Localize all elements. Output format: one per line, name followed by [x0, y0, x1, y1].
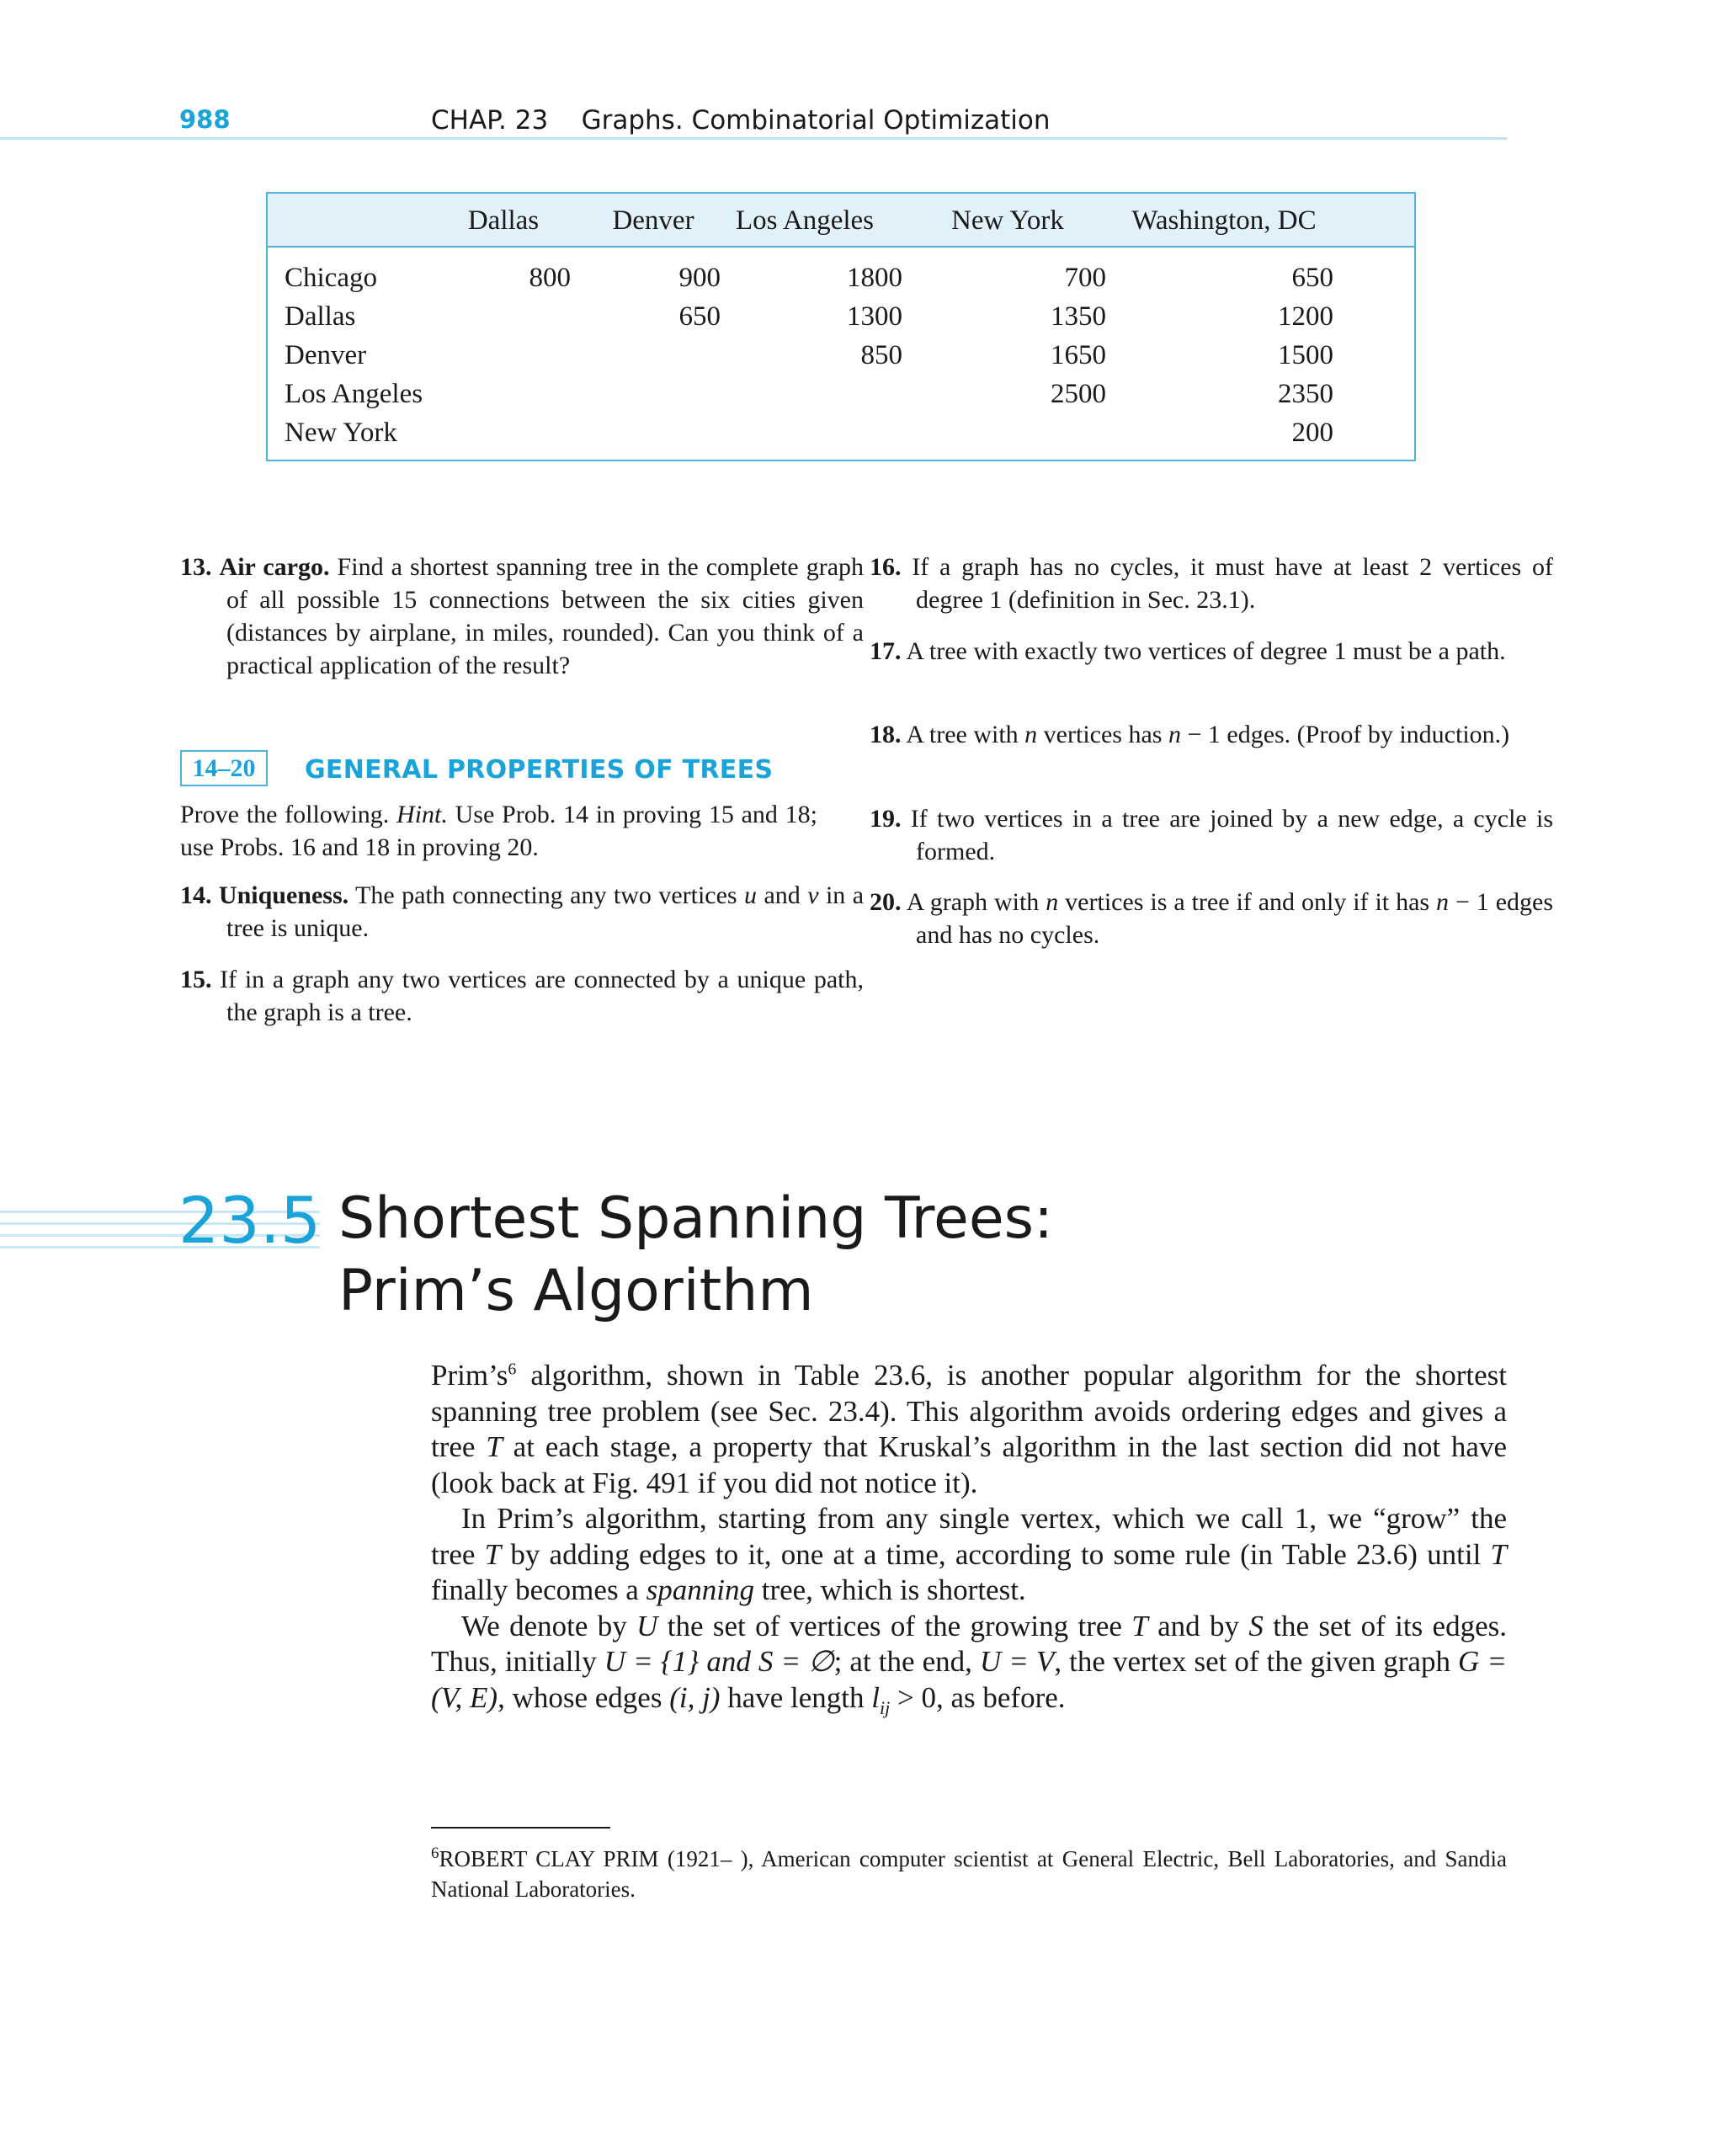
- math-expr: (i, j): [669, 1680, 721, 1714]
- problem-15: [180, 963, 864, 1029]
- footnote: [431, 1844, 1507, 1904]
- math-expr: U = {1} and S = ∅: [604, 1645, 834, 1678]
- math-var: n: [1436, 888, 1449, 916]
- table-cell: 1650: [1051, 340, 1106, 370]
- distance-table: [266, 192, 1416, 461]
- section-number: 23.5: [178, 1183, 322, 1258]
- table-cell: 1300: [847, 301, 902, 332]
- text: have length: [720, 1680, 872, 1714]
- table-cell: 1350: [1051, 301, 1106, 332]
- text: In Prim’s algorithm, starting from any single vertex, which we call 1, we “grow” the tree: [431, 1502, 1507, 1571]
- problem-text: − 1 edges. (Proof by induction.): [1187, 721, 1510, 748]
- problem-set-intro: [180, 798, 817, 864]
- table-cell: 200: [1291, 418, 1333, 448]
- text: by adding edges to it, one at a time, according to some rule (in Table 23.6) until: [501, 1537, 1491, 1571]
- footnote-marker: 6: [508, 1360, 517, 1379]
- problem-text: A tree with: [906, 721, 1019, 748]
- footnote-rule: [431, 1827, 610, 1829]
- emphasis: spanning: [646, 1573, 754, 1606]
- table-cell: 650: [678, 301, 721, 332]
- text: the set of its edges. Thus, initially: [431, 1609, 1507, 1678]
- table-cell: 2350: [1278, 379, 1333, 409]
- table-cell: 900: [678, 263, 721, 293]
- table-cell: 700: [1064, 263, 1106, 293]
- footnote-text: ROBERT CLAY PRIM (1921– ), American computer scientist at General Electric, Bell Laboratories, and Sandia National Laboratories.: [431, 1846, 1507, 1902]
- text: the set of vertices of the growing tree: [657, 1609, 1132, 1642]
- row-label: Chicago: [285, 263, 377, 293]
- header-rule: [0, 137, 1507, 140]
- problem-13: [180, 551, 864, 682]
- text: ; at the end,: [833, 1645, 980, 1678]
- column-header: New York: [951, 205, 1064, 236]
- table-header-row: [268, 194, 1414, 248]
- table-cell: 1200: [1278, 301, 1333, 332]
- paragraph: [431, 1501, 1507, 1609]
- math-expr: G = (V, E): [431, 1645, 1507, 1714]
- table-cell: 850: [860, 340, 902, 370]
- math-var: S: [1248, 1609, 1264, 1642]
- text: > 0, as before.: [890, 1680, 1066, 1714]
- text: , the vertex set of the given graph: [1054, 1645, 1459, 1678]
- problem-text: vertices has: [1043, 721, 1163, 748]
- column-header: Los Angeles: [735, 205, 875, 236]
- column-header: Washington, DC: [1131, 205, 1317, 236]
- text: , whose edges: [498, 1680, 670, 1714]
- text: at each stage, a property that Kruskal’s algorithm in the last section did not have (look back at Fig. 491 if you did not notice it).: [431, 1430, 1507, 1499]
- text: We denote by: [461, 1609, 637, 1642]
- problem-19: [870, 802, 1553, 868]
- chapter-title: [431, 105, 1051, 136]
- problem-17: [870, 635, 1553, 668]
- math-var: l: [871, 1680, 880, 1714]
- problem-text: and: [764, 881, 801, 909]
- intro-hint: Hint.: [396, 801, 448, 828]
- math-var: T: [1131, 1609, 1148, 1642]
- problem-number: 19.: [870, 805, 902, 833]
- paragraph: [431, 1609, 1507, 1727]
- table-cell: 1800: [847, 263, 902, 293]
- math-subscript: ij: [880, 1696, 891, 1718]
- problem-text: If two vertices in a tree are joined by a new edge, a cycle is formed.: [910, 805, 1553, 865]
- page-number: 988: [179, 105, 231, 134]
- problem-number: 15.: [180, 966, 212, 993]
- problem-text: A tree with exactly two vertices of degree 1 must be a path.: [906, 637, 1506, 665]
- table-cell: 1500: [1278, 340, 1333, 370]
- intro-text: Prove the following.: [180, 801, 390, 828]
- column-header: Dallas: [467, 205, 540, 236]
- problem-18: [870, 718, 1553, 751]
- problem-14: [180, 879, 864, 945]
- problem-number: 16.: [870, 553, 902, 581]
- problem-text: If in a graph any two vertices are connected by a unique path, the graph is a tree.: [220, 966, 865, 1026]
- problem-set-heading: GENERAL PROPERTIES OF TREES: [305, 755, 774, 785]
- text: and by: [1147, 1609, 1249, 1642]
- math-var: T: [484, 1537, 502, 1571]
- problem-text: A graph with: [906, 888, 1040, 916]
- problem-number: 17.: [870, 637, 902, 665]
- problem-text: − 1 edges and has no cycles.: [916, 888, 1554, 949]
- section-title: [338, 1183, 1053, 1328]
- problem-text: Find a shortest spanning tree in the complete graph of all possible 15 connections between the six cities given (distances by airplane, in miles, rounded). Can you think of a practical application of the result?: [226, 553, 865, 679]
- problem-16: [870, 551, 1553, 616]
- problem-number: 13.: [180, 553, 212, 581]
- math-var: v: [807, 881, 819, 909]
- problem-number: 20.: [870, 888, 902, 916]
- problem-text: vertices is a tree if and only if it has: [1065, 888, 1430, 916]
- intro-text: Use Prob. 14 in proving 15 and 18; use Probs. 16 and 18 in proving 20.: [180, 801, 818, 861]
- section-title-line: Prim’s Algorithm: [338, 1258, 814, 1324]
- problem-text: The path connecting any two vertices: [355, 881, 737, 909]
- problem-number: 18.: [870, 721, 902, 748]
- footnote-mark: 6: [431, 1845, 439, 1862]
- text: finally becomes a: [431, 1573, 646, 1606]
- table-cell: 800: [529, 263, 571, 293]
- column-header: Denver: [612, 205, 694, 236]
- text: tree, which is shortest.: [753, 1573, 1026, 1606]
- problem-20: [870, 886, 1553, 951]
- text: Prim’s: [431, 1359, 508, 1392]
- paragraph: [431, 1358, 1507, 1501]
- text: algorithm, shown in Table 23.6, is another popular algorithm for the shortest spanning tree problem (see Sec. 23.4). This algorithm avoids ordering edges and gives a tree: [431, 1359, 1507, 1463]
- body-text: [431, 1358, 1507, 1726]
- problem-number: 14.: [180, 881, 212, 909]
- problem-range-badge: 14–20: [180, 750, 268, 786]
- section-title-line: Shortest Spanning Trees:: [338, 1185, 1054, 1252]
- table-cell: 650: [1291, 263, 1333, 293]
- table-cell: 2500: [1051, 379, 1106, 409]
- problem-text: in a tree is unique.: [226, 881, 865, 942]
- row-label: Denver: [285, 340, 367, 370]
- math-var: T: [486, 1430, 503, 1463]
- row-label: Los Angeles: [285, 379, 423, 409]
- math-expr: U = V: [979, 1645, 1055, 1678]
- problem-text: If a graph has no cycles, it must have at least 2 vertices of degree 1 (definition in Sec. 23.1).: [912, 553, 1553, 614]
- row-label: Dallas: [285, 301, 356, 332]
- math-var: T: [1490, 1537, 1507, 1571]
- math-var: n: [1168, 721, 1181, 748]
- math-var: U: [636, 1609, 658, 1642]
- math-var: n: [1046, 888, 1059, 916]
- math-var: n: [1024, 721, 1038, 748]
- chapter-title-text: CHAP. 23 Graphs. Combinatorial Optimization: [431, 105, 1051, 136]
- math-var: u: [744, 881, 758, 909]
- problem-title: Air cargo.: [219, 553, 330, 581]
- problem-title: Uniqueness.: [218, 881, 349, 909]
- row-label: New York: [285, 418, 397, 448]
